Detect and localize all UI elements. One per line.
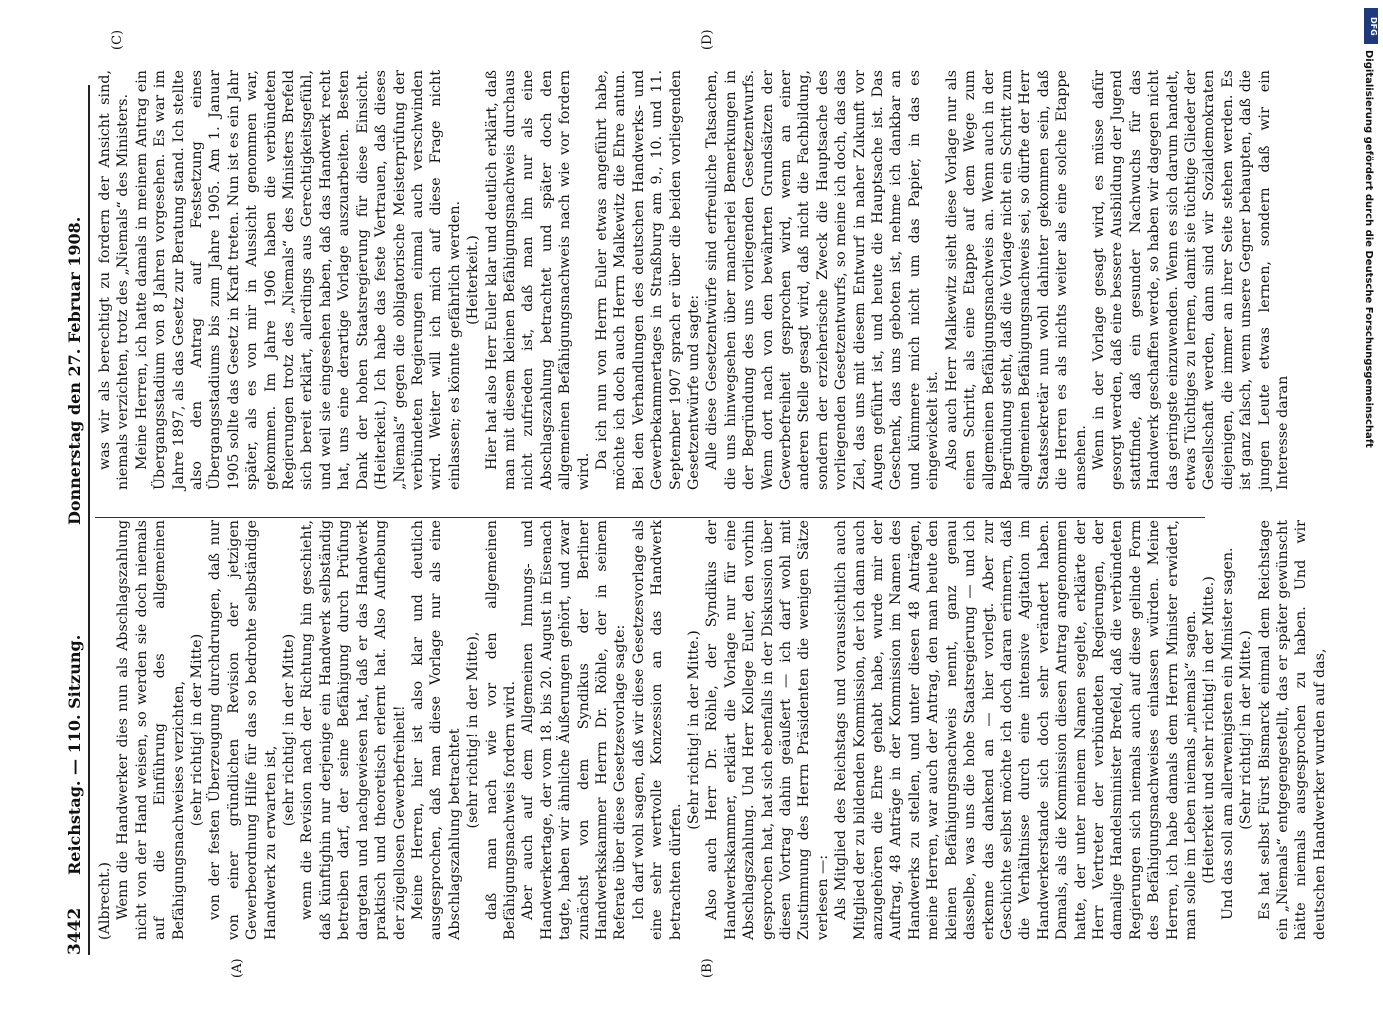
speaker-name: (Albrecht.) xyxy=(97,861,113,940)
paragraph: von der festen Überzeugung durchdrungen, daß nur von einer gründlichen Revision der jetzigen Gewerbeordnung Hilfe für das so bedrohte selbständige Handwerk zu erwarten ist, xyxy=(207,520,279,940)
paragraph: Hier hat also Herr Euler klar und deutlich erklärt, daß man mit diesem kleinen Befähigungsnachweis durchaus nicht zufrieden ist, daß man ihn nur als eine Abschlagszahlung betrachtet und später doch den allgemeinen Befähigungsnachweis nach wie vor fordern wird. xyxy=(483,70,592,490)
paragraph: Wenn die Handwerker dies nun als Abschlagszahlung nicht von der Hand weisen, so werden sie doch niemals auf die Einführung des allgemeinen Befähigungsnachweises verzichten, xyxy=(115,520,187,940)
dfg-logo: DFG xyxy=(1364,8,1378,44)
paragraph: (sehr richtig! in der Mitte) xyxy=(281,633,298,827)
paragraph: Und das soll am allerwenigsten ein Minister sagen. xyxy=(1219,547,1236,920)
paragraph: Meine Herren, hier ist also klar und deutlich ausgesprochen, daß man diese Vorlage nur als eine Abschlagszahlung betrachtet xyxy=(409,520,463,940)
right-column xyxy=(96,70,1292,490)
paragraph: Meine Herren, ich hatte damals in meinem Antrag ein Übergangsstadium von 8 Jahren vorgesehen. Es war im Jahre 1897, als das Gesetz zur Beratung stand. Ich stellte also den Antrag auf Festsetzung eines Übergangsstadiums bis zum Jahre 1905. Am 1. Januar 1905 sollte das Gesetz in Kraft treten. Nun ist es ein Jahr später, als es von mir in Aussicht genommen war, gekommen. Im Jahre 1906 haben die verbündeten Regierungen trotz des „Niemals“ des Ministers Brefeld sich bereit erklärt, allerdings aus Gerechtigkeitsgefühl, und weil sie eingesehen haben, daß das Handwerk recht hat, uns eine derartige Vorlage auszuarbeiten. Besten Dank der hohen Staatsregierung für diese Einsicht. (Heiterkeit.) Ich habe das feste Vertrauen, daß dieses „Niemals“ gegen die obligatorische Meisterprüfung der verbündeten Regierungen einmal auch verschwinden wird. Weiter will ich mich auf diese Frage nicht einlassen; es könnte gefährlich werden. xyxy=(133,70,463,490)
margin-marker-a: (A) xyxy=(230,958,245,978)
margin-marker-b: (B) xyxy=(700,958,715,978)
paragraph: Es hat selbst Fürst Bismarck einmal dem Reichstage ein „Niemals“ entgegengestellt, das er später gewünscht hätte niemals ausgesprochen zu haben. Und wir deutschen Handwerker wurden auf das, xyxy=(1256,520,1328,940)
paragraph: Aber auch auf dem Allgemeinen Innungs- und Handwerkertage, der vom 18. bis 20. August in Eisenach tagte, haben wir ähnliche Äußerungen gehört, und zwar zunächst von dem Syndikus der Berliner Handwerkskammer Herrn Dr. Röhle, der in seinem Referate über diese Gesetzesvorlage sagte: xyxy=(520,520,629,940)
right-paragraphs xyxy=(96,70,1292,490)
paragraph: (Sehr richtig! in der Mitte.) xyxy=(686,630,702,830)
paragraph: (Heiterkeit.) xyxy=(465,235,482,325)
digitization-credit xyxy=(1360,50,1380,1035)
paragraph: (Sehr richtig! in der Mitte.) xyxy=(1238,630,1255,830)
paragraph: Ich darf wohl sagen, daß wir diese Gesetzesvorlage als eine sehr wertvolle Konzession an das Handwerk betrachten dürfen. xyxy=(630,520,684,940)
paragraph: daß man nach wie vor den allgemeinen Befähigungsnachweis fordern wird. xyxy=(483,520,518,940)
header-rule xyxy=(88,85,90,955)
left-column xyxy=(96,520,1329,940)
paragraph: Also auch Herr Malkewitz sieht diese Vorlage nur als einen Schritt, als eine Etappe auf dem Wege zum allgemeinen Befähigungsnachweis an. Wenn auch in der Begründung steht, daß die Vorlage nicht ein Schritt zum allgemeinen Befähigungsnachweis sei, so dürfte der Herr Staatssekretär nun wohl dahinter gekommen sein, daß die Herren es als nichts weiter als eine solche Etappe ansehen. xyxy=(943,70,1089,490)
paragraph: (Heiterkeit und sehr richtig! in der Mitte.) xyxy=(1201,576,1218,884)
page-number: 3442 xyxy=(65,907,85,955)
left-paragraphs xyxy=(114,520,1329,940)
paragraph: Also auch Herr Dr. Röhle, der Syndikus der Handwerkskammer, erklärt die Vorlage nur für eine Abschlagszahlung. Und Herr Kollege Euler, den vorhin gesprochen hat, hat sich ebenfalls in der Diskussion über diesen Vortrag dahin geäußert — ich darf wohl mit Zustimmung des Herrn Präsidenten die wenigen Sätze verlesen —: xyxy=(704,520,831,940)
paragraph: (sehr richtig! in der Mitte) xyxy=(189,633,206,827)
margin-marker-d: (D) xyxy=(700,29,715,50)
paragraph: was wir als berechtigt zu fordern der Ansicht sind, niemals verzichten, trotz des „Niemals“ des Ministers. xyxy=(97,70,132,490)
date-title: Donnerstag den 27. Februar 1908. xyxy=(65,216,84,525)
paragraph: (sehr richtig! in der Mitte), xyxy=(465,631,482,829)
paragraph: wenn die Revision nach der Richtung hin geschieht, daß künftighin nur derjenige ein Handwerk selbständig betreiben darf, der seine Befähigung durch Prüfung dargetan und nachgewiesen hat, daß er das Handwerk praktisch und theoretisch erlernt hat. Also Aufhebung der zügellosen Gewerbefreiheit! xyxy=(299,520,408,940)
paragraph: Da ich nun von Herrn Euler etwas angeführt habe, möchte ich doch auch Herrn Malkewitz die Ehre antun. Bei den Verhandlungen des deutschen Handwerks- und Gewerbekammertages in Straßburg am 9., 10. und 11. September 1907 sprach er über die beiden vorliegenden Gesetzentwürfe und sagte: xyxy=(593,70,702,490)
credit-text: Digitalisierung gefördert durch die Deutsche Forschungsgemeinschaft xyxy=(1363,50,1374,448)
paragraph: Wenn in der Vorlage gesagt wird, es müsse dafür gesorgt werden, daß eine bessere Ausbildung der Jugend stattfinde, daß ein gesunder Nachwuchs für das Handwerk geschaffen werde, so haben wir dagegen nicht das geringste einzuwenden. Wenn es sich darum handelt, etwas Tüchtiges zu lernen, damit sie tüchtige Glieder der Gesellschaft werden, dann sind wir Sozialdemokraten diejenigen, die immer an ihrer Seite stehen werden. Es ist ganz falsch, wenn unsere Gegner behaupten, daß die jungen Leute etwas lernen, sondern daß wir ein Interesse daran xyxy=(1090,70,1291,490)
paragraph: Als Mitglied des Reichstags und voraussichtlich auch Mitglied der zu bildenden Kommission, der ich dann auch anzugehören die Ehre gehabt habe, wurde mir der Auftrag, 48 Anträge in der Kommission im Namen des Handwerks zu stellen, und unter diesen 48 Anträgen, meine Herren, war auch der Antrag, den man heute den kleinen Befähigungsnachweis nennt, ganz genau dasselbe, was uns die hohe Staatsregierung — und ich erkenne das dankend an — hier vorlegt. Aber zur Geschichte selbst möchte ich doch daran erinnern, daß die Verhältnisse durch eine intensive Agitation im Handwerkerstande sich doch sehr verändert haben. Damals, als die Kommission diesen Antrag angenommen hatte, der unter meinem Namen segelte, erklärte der Herr Vertreter der verbündeten Regierungen, der damalige Handelsminister Brefeld, daß die verbündeten Regierungen sich niemals auch auf diese gelinde Form des Befähigungsnachweises einlassen würden. Meine Herren, ich habe damals dem Herrn Minister erwidert, man solle im Leben niemals „niemals“ sagen. xyxy=(833,520,1199,940)
paragraph: Alle diese Gesetzentwürfe sind erfreuliche Tatsachen, die uns hinwegsehen über mancherlei Bemerkungen in der Begründung des uns vorliegenden Gesetzentwurfs. Wenn dort nach von den bewährten Grundsätzen der Gewerbefreiheit gesprochen wird, wenn an einer anderen Stelle gesagt wird, daß nicht die Fachbildung, sondern der erzieherische Zweck die Hauptsache des vorliegenden Gesetzentwurfs, so meine ich doch, das das Ziel, das uns mit diesem Entwurf in naher Zukunft vor Augen geführt ist, und heute die Hauptsache ist. Das Geschenk, das uns geboten ist, nehme ich dankbar an und kümmere mich nicht um das Papier, in das es eingewickelt ist. xyxy=(704,70,942,490)
margin-marker-c: (C) xyxy=(110,29,125,50)
column-divider xyxy=(95,517,1205,518)
running-title: Reichstag. — 110. Sitzung. xyxy=(65,634,84,875)
